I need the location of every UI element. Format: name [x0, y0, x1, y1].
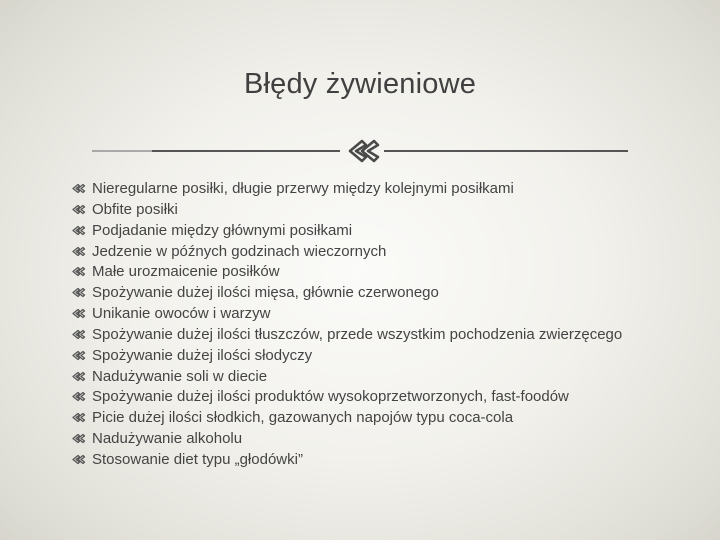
ornament-bullet-icon — [72, 308, 86, 319]
list-item-text: Picie dużej ilości słodkich, gazowanych napojów typu coca-cola — [92, 409, 514, 427]
ornament-bullet-icon — [72, 266, 86, 277]
divider-left — [92, 150, 340, 152]
list-item — [72, 201, 672, 218]
list-item — [72, 368, 672, 385]
ornament-bullet-icon — [72, 412, 86, 423]
list-item — [72, 451, 672, 468]
list-item — [72, 305, 672, 322]
ornament-bullet-icon — [72, 287, 86, 298]
bullet-list — [72, 180, 672, 472]
list-item — [72, 430, 672, 447]
list-item-text: Spożywanie dużej ilości tłuszczów, przede wszystkim pochodzenia zwierzęcego — [92, 325, 623, 343]
list-item — [72, 284, 672, 301]
list-item — [72, 326, 672, 343]
list-item-text: Nadużywanie soli w diecie — [92, 367, 268, 385]
list-item-text: Małe urozmaicenie posiłków — [92, 263, 280, 281]
list-item-text: Jedzenie w późnych godzinach wieczornych — [92, 242, 387, 260]
list-item-text: Obfite posiłki — [92, 200, 178, 218]
ornament-bullet-icon — [72, 454, 86, 465]
ornament-icon — [340, 136, 384, 166]
ornament-bullet-icon — [72, 204, 86, 215]
list-item — [72, 243, 672, 260]
list-item — [72, 347, 672, 364]
ornament-bullet-icon — [72, 246, 86, 257]
ornament-bullet-icon — [72, 350, 86, 361]
list-item — [72, 388, 672, 405]
list-item-text: Unikanie owoców i warzyw — [92, 305, 271, 323]
list-item — [72, 222, 672, 239]
list-item-text: Stosowanie diet typu „głodówki” — [92, 450, 303, 468]
list-item-text: Nadużywanie alkoholu — [92, 430, 243, 448]
ornament-bullet-icon — [72, 225, 86, 236]
list-item — [72, 263, 672, 280]
ornament-bullet-icon — [72, 329, 86, 340]
list-item — [72, 409, 672, 426]
ornament-bullet-icon — [72, 391, 86, 402]
list-item-text: Spożywanie dużej ilości mięsa, głównie czerwonego — [92, 284, 439, 302]
list-item-text: Nieregularne posiłki, długie przerwy między kolejnymi posiłkami — [92, 180, 514, 197]
divider-right — [384, 150, 628, 152]
list-item-text: Podjadanie między głównymi posiłkami — [92, 221, 353, 239]
slide-title: Błędy żywieniowe — [243, 68, 477, 100]
ornament-bullet-icon — [72, 183, 86, 194]
list-item-text: Spożywanie dużej ilości słodyczy — [92, 346, 313, 364]
list-item-text: Spożywanie dużej ilości produktów wysokoprzetworzonych, fast-foodów — [92, 388, 569, 406]
ornament-bullet-icon — [72, 371, 86, 382]
list-item — [72, 180, 672, 197]
ornament-bullet-icon — [72, 433, 86, 444]
